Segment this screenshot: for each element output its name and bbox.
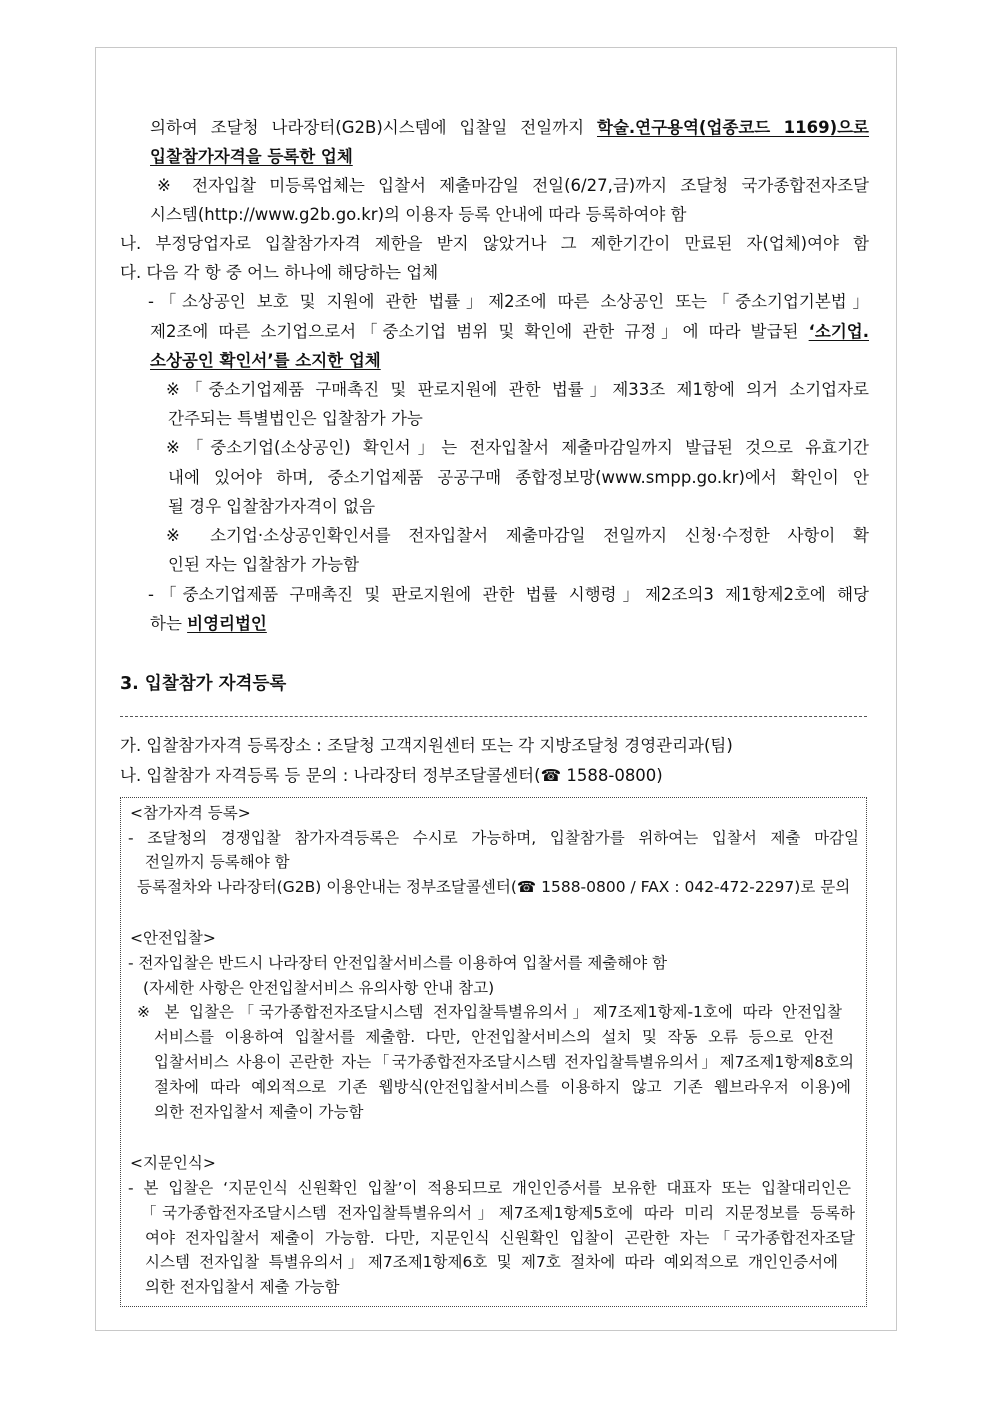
box-subheading: <참가자격 등록> [130, 804, 251, 822]
sub-item-line: 제2조에 따른 소기업으로서「중소기업 범위 및 확인에 관한 규정」에 따라 발급된 ‘소기업. [150, 322, 869, 341]
note-line: 될 경우 입찰참가자격이 없음 [168, 497, 376, 516]
highlight-text: 입찰참가자격을 등록한 업체 [150, 147, 353, 166]
dashed-divider [120, 716, 867, 717]
box-line: 절차에 따라 예외적으로 기존 웹방식(안전입찰서비스를 이용하지 않고 기존 웹브라우저 이용)에 [154, 1078, 851, 1096]
highlight-text: 학술.연구용역(업종코드 1169)으로 [597, 118, 869, 137]
sub-item-line: 하는 비영리법인 [150, 614, 267, 633]
box-line: - 전자입찰은 반드시 나라장터 안전입찰서비스를 이용하여 입찰서를 제출해야 함 [128, 954, 668, 972]
item-da: 다. 다음 각 항 중 어느 하나에 해당하는 업체 [120, 263, 439, 282]
highlight-text: ‘소기업. [808, 322, 869, 341]
box-line: 시스템 전자입찰 특별유의서」제7조제1항제6호 및 제7호 절차에 따라 예외적으로 개인인증서에 [145, 1253, 838, 1271]
box-line: 「국가종합전자조달시스템 전자입찰특별유의서」제7조제1항제5호에 따라 미리 지문정보를 등록하 [141, 1204, 855, 1222]
note-line: ※ 전자입찰 미등록업체는 입찰서 제출마감일 전일(6/27,금)까지 조달청 국가종합전자조달 [157, 176, 869, 195]
note-line: ※ 소기업·소상공인확인서를 전자입찰서 제출마감일 전일까지 신청·수정한 사항이 확 [166, 526, 869, 545]
box-line: (자세한 사항은 안전입찰서비스 유의사항 안내 참고) [143, 979, 495, 997]
highlight-text: 소상공인 확인서’를 소지한 업체 [150, 351, 381, 370]
box-line: 입찰서비스 사용이 곤란한 자는「국가종합전자조달시스템 전자입찰특별유의서」제7조제1항제8호의 [154, 1053, 854, 1071]
phone-icon: ☎ [516, 878, 537, 896]
box-line: 의한 전자입찰서 제출 가능함 [145, 1278, 340, 1296]
section-heading: 3. 입찰참가 자격등록 [120, 674, 287, 694]
box-line: 서비스를 이용하여 입찰서를 제출함. 다만, 안전입찰서비스의 설치 및 작동 오류 등으로 안전 [154, 1028, 834, 1046]
paragraph-line: 의하여 조달청 나라장터(G2B)시스템에 입찰일 전일까지 학술.연구용역(업종코드 1169)으로 [150, 118, 869, 137]
note-line: 간주되는 특별법인은 입찰참가 가능 [168, 409, 423, 428]
box-line: 전일까지 등록해야 함 [145, 853, 290, 871]
box-subheading: <지문인식> [130, 1154, 216, 1172]
box-line: 여야 전자입찰서 제출이 가능함. 다만, 지문인식 신원확인 입찰이 곤란한 자는「국가종합전자조달 [145, 1229, 855, 1247]
box-line: 의한 전자입찰서 제출이 가능함 [154, 1103, 364, 1121]
note-line: ※「중소기업(소상공인) 확인서」는 전자입찰서 제출마감일까지 발급된 것으로 유효기간 [166, 438, 869, 457]
sub-item-line: -「중소기업제품 구매촉진 및 판로지원에 관한 법률 시행령」제2조의3 제1항제2호에 해당 [148, 585, 869, 604]
note-line: 내에 있어야 하며, 중소기업제품 공공구매 종합정보망(www.smpp.go.kr)에서 확인이 안 [168, 468, 869, 487]
phone-icon: ☎ [540, 766, 562, 785]
note-line: 시스템(http://www.g2b.go.kr)의 이용자 등록 안내에 따라 등록하여야 함 [150, 205, 687, 224]
item-na-contact: 나. 입찰참가 자격등록 등 문의 : 나라장터 정부조달콜센터(☎ 1588-0800) [120, 766, 663, 785]
box-line: - 본 입찰은 ‘지문인식 신원확인 입찰’이 적용되므로 개인인증서를 보유한 대표자 또는 입찰대리인은 [128, 1179, 851, 1197]
item-ga: 가. 입찰참가자격 등록장소 : 조달청 고객지원센터 또는 각 지방조달청 경영관리과(팀) [120, 736, 733, 755]
item-na: 나. 부정당업자로 입찰참가자격 제한을 받지 않았거나 그 제한기간이 만료된 자(업체)여야 함 [120, 234, 869, 253]
box-line: - 조달청의 경쟁입찰 참가자격등록은 수시로 가능하며, 입찰참가를 위하여는 입찰서 제출 마감일 [128, 829, 859, 847]
box-line: ※ 본 입찰은「국가종합전자조달시스템 전자입찰특별유의서」제7조제1항제-1호에 따라 안전입찰 [137, 1003, 842, 1021]
box-subheading: <안전입찰> [130, 929, 216, 947]
note-line: 인된 자는 입찰참가 가능함 [168, 555, 360, 574]
box-line: 등록절차와 나라장터(G2B) 이용안내는 정부조달콜센터(☎ 1588-0800 / FAX : 042-472-2297)로 문의 [137, 878, 851, 896]
highlight-text: 비영리법인 [187, 614, 267, 633]
note-line: ※「중소기업제품 구매촉진 및 판로지원에 관한 법률」제33조 제1항에 의거 소기업자로 [166, 380, 869, 399]
sub-item-line: -「소상공인 보호 및 지원에 관한 법률」제2조에 따른 소상공인 또는「중소기업기본법」 [148, 292, 869, 311]
